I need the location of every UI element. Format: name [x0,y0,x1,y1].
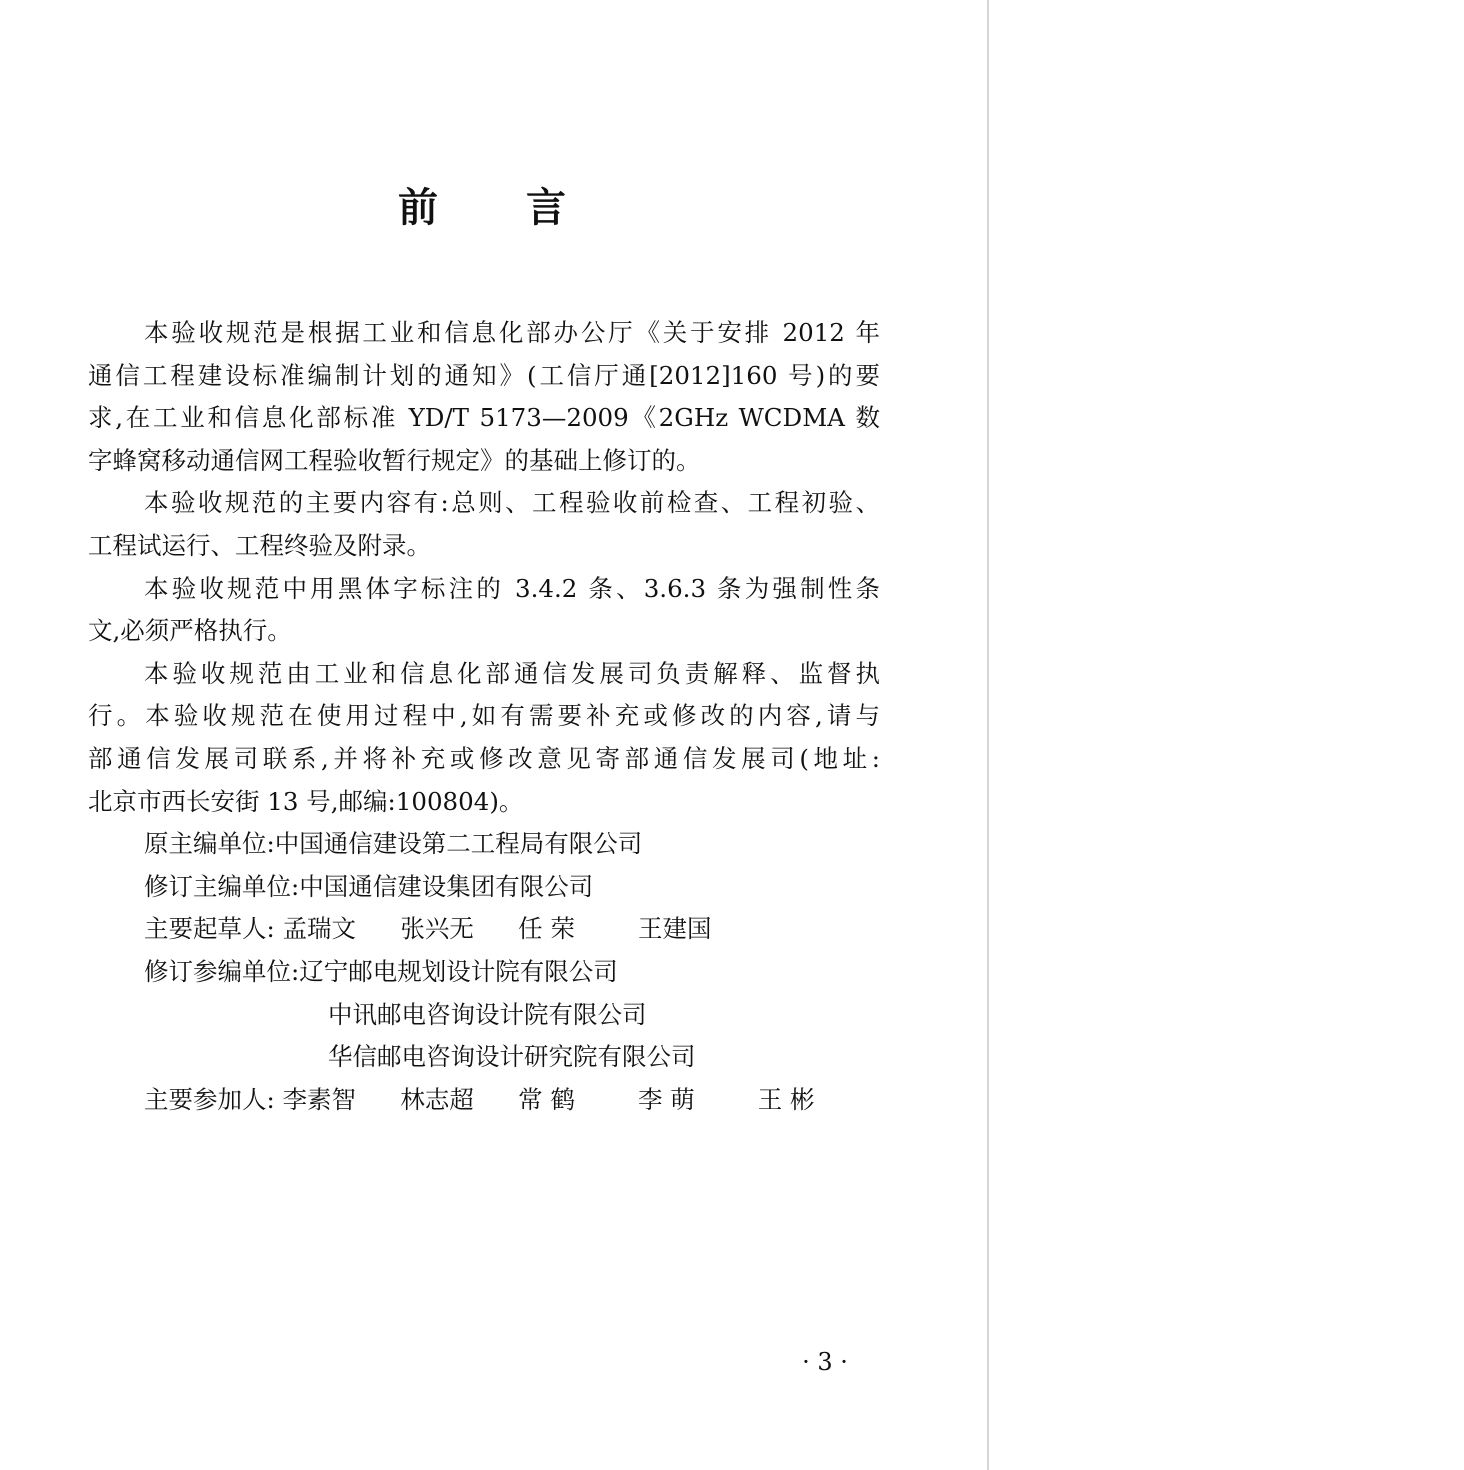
title-char-2: 言 [526,185,566,231]
revision-unit-name: 中讯邮电咨询设计院有限公司 [328,999,647,1029]
drafter-name: 孟瑞文 [282,914,357,944]
paragraph-line: 求,在工业和信息化部标准 YD/T 5173—2009《2GHz WCDMA 数 [88,403,880,433]
revision-units-label: 修订参编单位: [144,956,300,986]
participant-name: 李 萌 [637,1084,695,1114]
participant-name: 李素智 [282,1084,357,1114]
revision-unit-name: 华信邮电咨询设计研究院有限公司 [328,1042,696,1072]
paragraph-line: 文,必须严格执行。 [88,616,292,646]
paragraph-line: 本验收规范是根据工业和信息化部办公厅《关于安排 2012 年 [144,318,880,347]
paragraph-line: 字蜂窝移动通信网工程验收暂行规定》的基础上修订的。 [88,445,701,475]
participant-name: 林志超 [400,1084,474,1114]
page-title [88,178,878,238]
page-number: · 3 · [802,1348,848,1376]
main-participants [88,1079,880,1122]
paragraph-line: 工程试运行、工程终验及附录。 [88,530,431,560]
participants-label: 主要参加人: [144,1084,275,1114]
participant-name: 王 彬 [757,1084,815,1114]
drafter-name: 张兴无 [400,914,474,944]
paragraph-line: 部通信发展司联系,并将补充或修改意见寄部通信发展司(地址: [88,743,880,773]
revision-unit-name: 辽宁邮电规划设计院有限公司 [299,956,618,986]
paragraph-line: 本验收规范的主要内容有:总则、工程验收前检查、工程初验、 [144,488,880,518]
revision-editor-unit: 修订主编单位:中国通信建设集团有限公司 [144,871,594,901]
paragraph-line: 本验收规范由工业和信息化部通信发展司负责解释、监督执 [144,658,880,688]
preface-body [88,312,880,1121]
paragraph-line: 行。本验收规范在使用过程中,如有需要补充或修改的内容,请与 [88,701,880,731]
document-page-right-blank [989,0,1464,1470]
original-editor-unit: 原主编单位:中国通信建设第二工程局有限公司 [144,829,643,859]
revision-participating-unit [88,951,880,994]
main-drafters [88,908,880,951]
drafter-name: 王建国 [637,914,712,944]
drafters-label: 主要起草人: [144,914,275,944]
paragraph-line: 本验收规范中用黑体字标注的 3.4.2 条、3.6.3 条为强制性条 [144,573,880,603]
participant-name: 常 鹤 [518,1084,575,1114]
title-char-1: 前 [398,185,438,231]
paragraph-line: 北京市西长安街 13 号,邮编:100804)。 [88,786,524,816]
paragraph-line: 通信工程建设标准编制计划的通知》(工信厅通[2012]160 号)的要 [88,360,880,390]
drafter-name: 任 荣 [518,914,575,944]
